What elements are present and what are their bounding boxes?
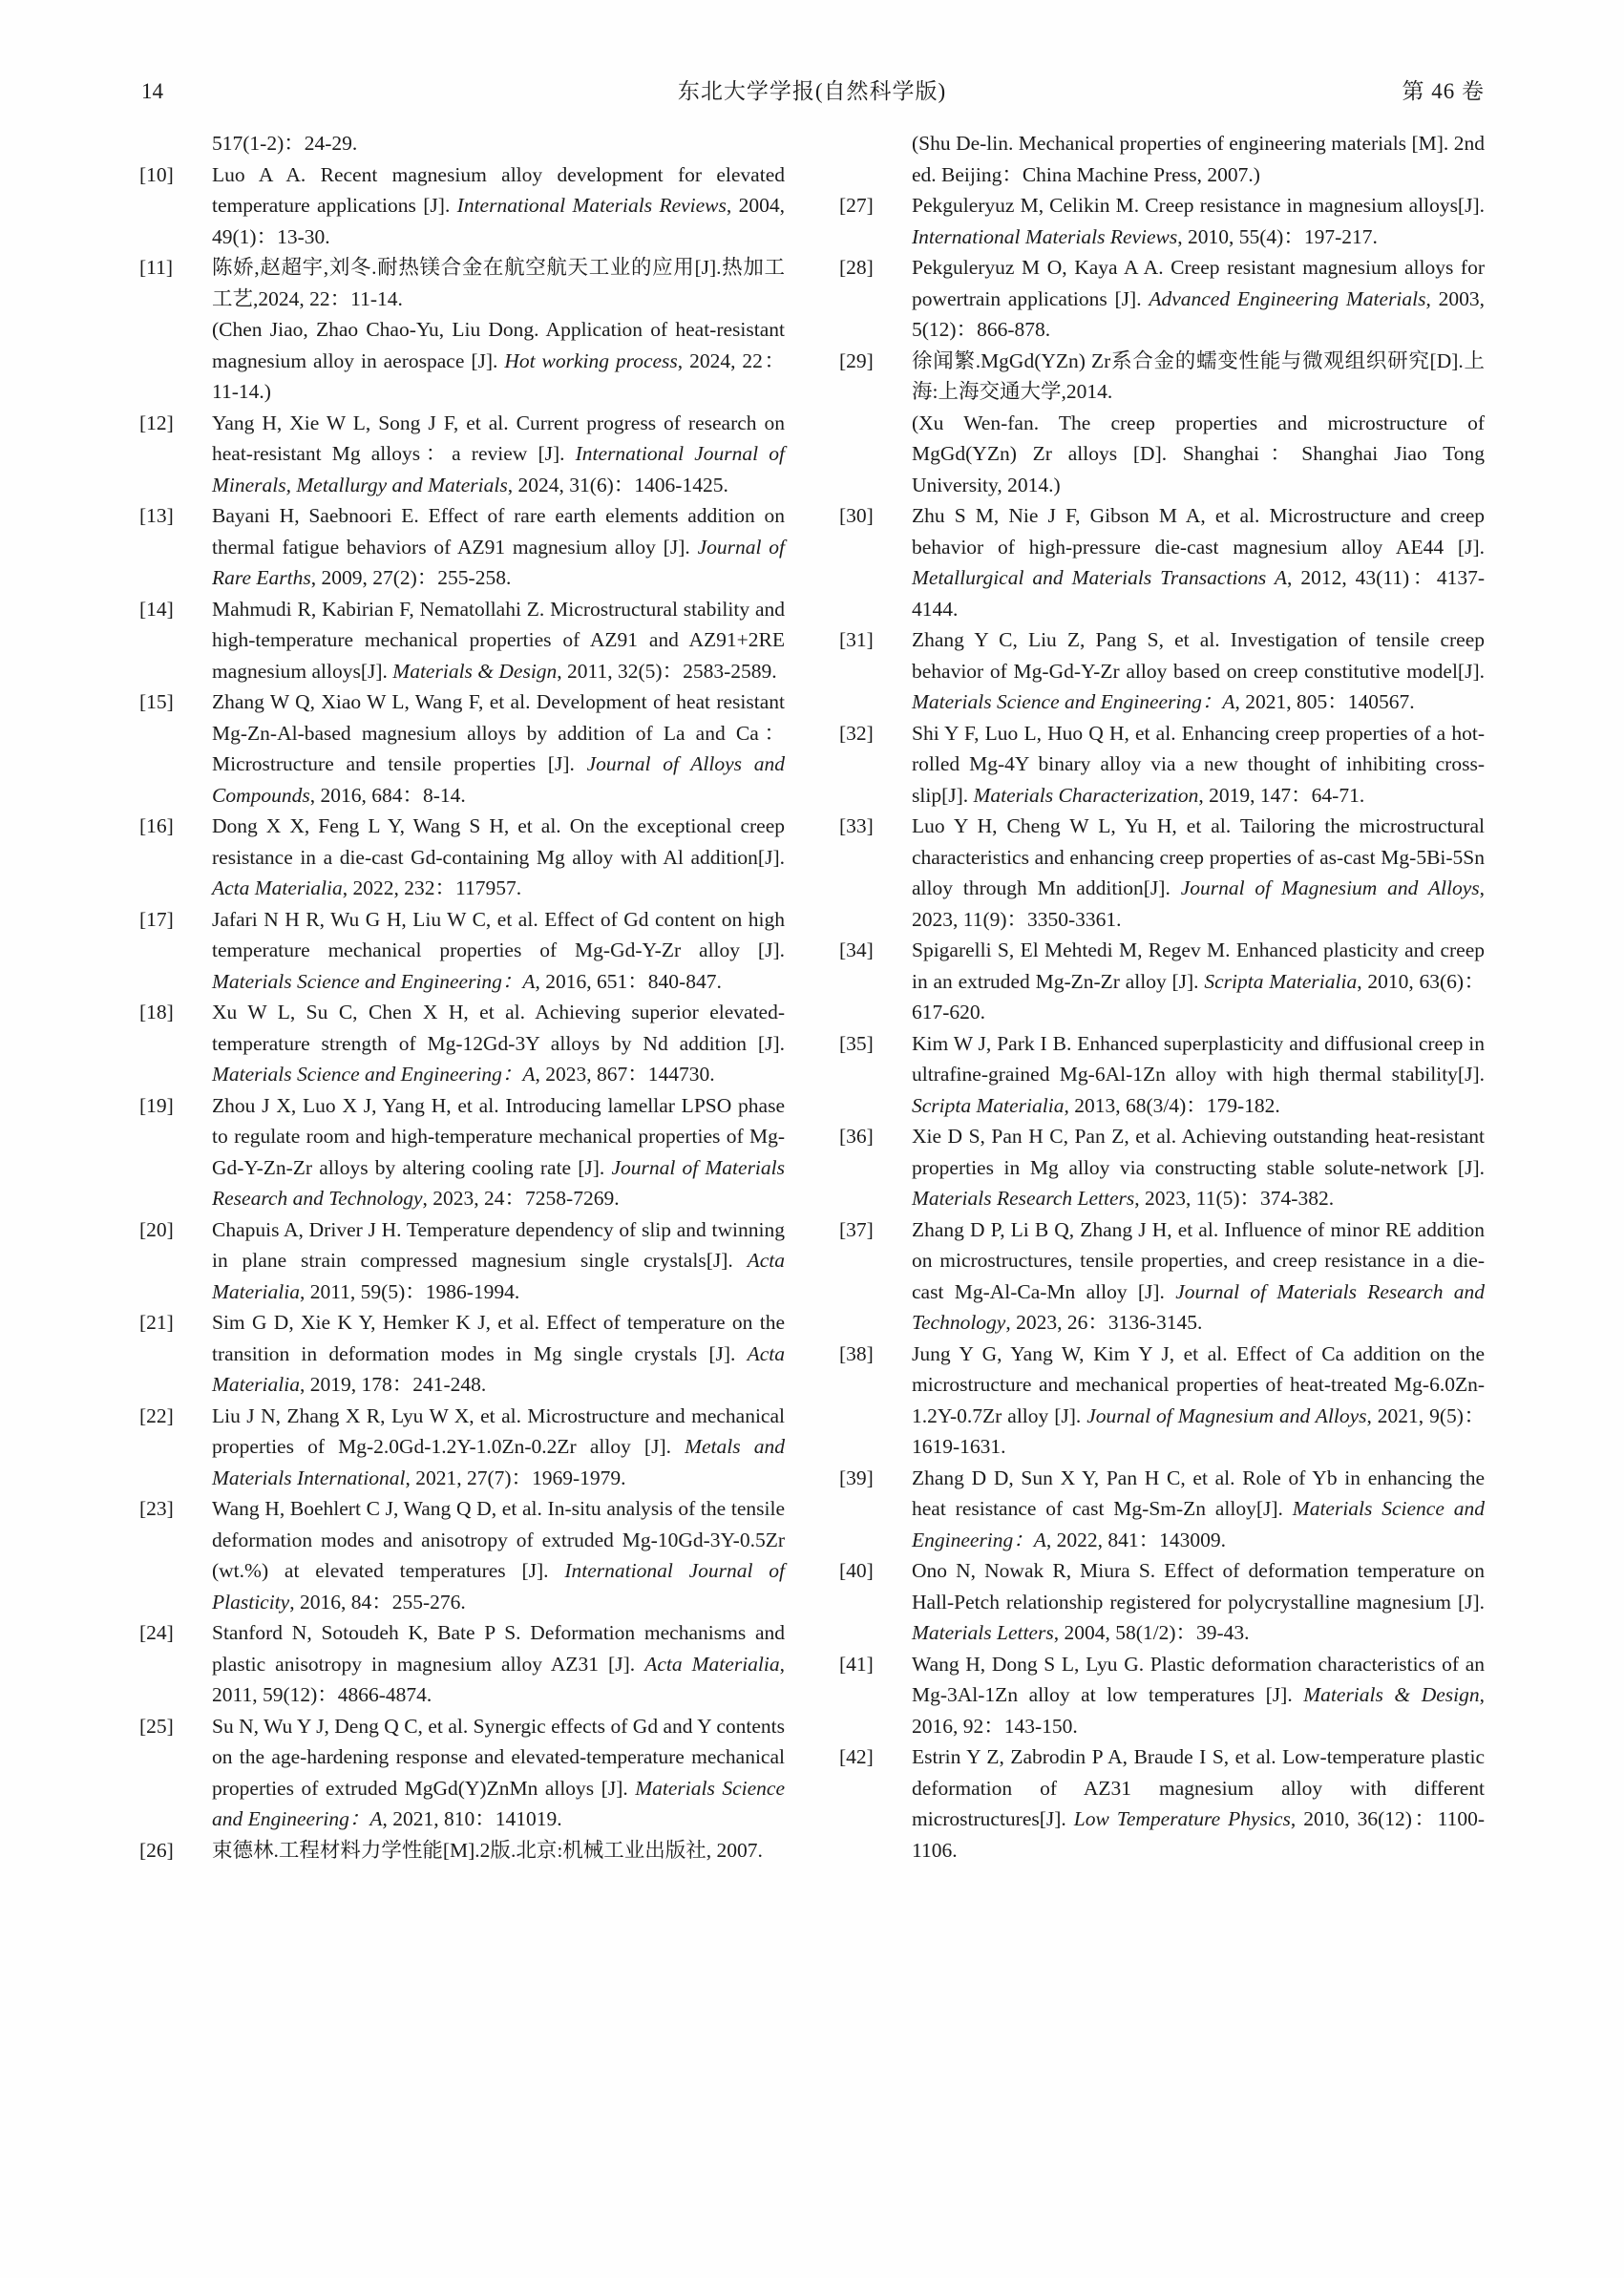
- reference-item: [139, 159, 785, 253]
- reference-item: [839, 128, 1485, 190]
- reference-label: [25]: [139, 1714, 174, 1738]
- reference-text: Stanford N, Sotoudeh K, Bate P S. Deformation mechanisms and plastic anisotropy in magnesium alloy AZ31 [J]. Acta Materialia, 2011, 59(12)：4866-4874.: [212, 1621, 785, 1706]
- page-number: 14: [141, 79, 163, 103]
- reference-text: Bayani H, Saebnoori E. Effect of rare earth elements addition on thermal fatigue behaviors of AZ91 magnesium alloy [J]. Journal of Rare Earths, 2009, 27(2)：255-258.: [212, 504, 786, 589]
- reference-label: [34]: [839, 939, 874, 961]
- reference-label: [12]: [139, 411, 174, 434]
- reference-label: [13]: [139, 504, 174, 527]
- reference-item: [139, 1493, 785, 1617]
- reference-item: [139, 686, 785, 811]
- reference-item: [139, 904, 785, 998]
- reference-label: [17]: [139, 907, 174, 931]
- reference-item: [139, 1617, 785, 1711]
- journal-title: 东北大学学报(自然科学版): [677, 79, 947, 103]
- reference-label: [41]: [839, 1652, 874, 1676]
- reference-text: Zhu S M, Nie J F, Gibson M A, et al. Microstructure and creep behavior of high-pressure die-cast magnesium alloy AE44 [J]. Metallurgical and Materials Transactions A, 2012, 43(11)：4137-4144.: [912, 504, 1485, 621]
- reference-text: 陈娇,赵超宇,刘冬.耐热镁合金在航空航天工业的应用[J].热加工工艺,2024, 22：11-14.: [212, 256, 785, 310]
- reference-item: [839, 252, 1485, 346]
- reference-item: [839, 1214, 1485, 1339]
- reference-text: 束德林.工程材料力学性能[M].2版.北京:机械工业出版社, 2007.: [212, 1838, 763, 1862]
- reference-label: [32]: [839, 721, 874, 745]
- reference-item: [839, 1555, 1485, 1649]
- reference-item: [839, 1028, 1485, 1122]
- reference-item: [139, 1214, 785, 1308]
- reference-item: [839, 935, 1485, 1028]
- reference-item: [839, 624, 1485, 718]
- reference-text: (Shu De-lin. Mechanical properties of engineering materials [M]. 2nd ed. Beijing：China Machine Press, 2007.): [912, 132, 1485, 186]
- reference-text: Mahmudi R, Kabirian F, Nematollahi Z. Microstructural stability and high-temperature mechanical properties of AZ91 and AZ91+2RE magnesium alloys[J]. Materials & Design, 2011, 32(5)：2583-2589.: [212, 597, 785, 683]
- reference-text: Jafari N H R, Wu G H, Liu W C, et al. Effect of Gd content on high temperature mechanical properties of Mg-Gd-Y-Zr alloy [J]. Materials Science and Engineering：A, 2016, 651：840-847.: [212, 907, 785, 993]
- reference-item: [839, 1339, 1485, 1463]
- reference-text: (Xu Wen-fan. The creep properties and microstructure of MgGd(YZn) Zr alloys [D]. Shanghai：Shanghai Jiao Tong University, 2014.): [912, 411, 1485, 496]
- reference-label: [29]: [839, 348, 874, 372]
- reference-label: [31]: [839, 628, 874, 651]
- reference-text: Kim W J, Park I B. Enhanced superplasticity and diffusional creep in ultrafine-grained Mg-6Al-1Zn alloy with high thermal stability[J]. Scripta Materialia, 2013, 68(3/4)：179-182.: [912, 1031, 1485, 1117]
- reference-item: [139, 1090, 785, 1214]
- reference-item: [139, 594, 785, 687]
- reference-label: [23]: [139, 1497, 174, 1520]
- reference-text: Su N, Wu Y J, Deng Q C, et al. Synergic effects of Gd and Y contents on the age-hardening response and elevated-temperature mechanical properties of extruded MgGd(Y)ZnMn alloys [J]. Materials Science and Engineering：A, 2021, 810：141019.: [212, 1714, 785, 1830]
- reference-item: [139, 128, 785, 159]
- reference-item: [139, 408, 785, 501]
- reference-label: [22]: [139, 1403, 174, 1427]
- references-left-column: [139, 128, 785, 1866]
- reference-label: [24]: [139, 1621, 174, 1644]
- reference-label: [38]: [839, 1341, 874, 1365]
- reference-item: [839, 811, 1485, 935]
- reference-label: [14]: [139, 597, 174, 621]
- reference-text: Luo Y H, Cheng W L, Yu H, et al. Tailoring the microstructural characteristics and enhancing creep properties of as-cast Mg-5Bi-5Sn alloy through Mn addition[J]. Journal of Magnesium and Alloys, 2023, 11(9)：3350-3361.: [912, 814, 1486, 931]
- reference-text: Liu J N, Zhang X R, Lyu W X, et al. Microstructure and mechanical properties of Mg-2.0Gd-1.2Y-1.0Zn-0.2Zr alloy [J]. Metals and Materials International, 2021, 27(7)：1969-1979.: [212, 1403, 785, 1489]
- reference-item: [139, 1307, 785, 1401]
- reference-item: [139, 252, 785, 408]
- reference-text: Yang H, Xie W L, Song J F, et al. Current progress of research on heat-resistant Mg alloys：a review [J]. International Journal of Minerals, Metallurgy and Materials, 2024, 31(6)：1406-1425.: [212, 411, 785, 496]
- reference-text: Chapuis A, Driver J H. Temperature dependency of slip and twinning in plane strain compressed magnesium single crystals[J]. Acta Materialia, 2011, 59(5)：1986-1994.: [212, 1217, 785, 1303]
- reference-label: [16]: [139, 814, 174, 837]
- reference-text: Zhou J X, Luo X J, Yang H, et al. Introducing lamellar LPSO phase to regulate room and high-temperature mechanical properties of Mg-Gd-Y-Zn-Zr alloys by altering cooling rate [J]. Journal of Materials Research and Technology, 2023, 24：7258-7269.: [212, 1093, 785, 1210]
- reference-text: Xie D S, Pan H C, Pan Z, et al. Achieving outstanding heat-resistant properties in Mg alloy via constructing stable solute-network [J]. Materials Research Letters, 2023, 11(5)：374-382.: [912, 1125, 1485, 1210]
- page-header: [139, 74, 1485, 109]
- reference-item: [139, 500, 785, 594]
- reference-text: Xu W L, Su C, Chen X H, et al. Achieving superior elevated-temperature strength of Mg-12Gd-3Y alloys by Nd addition [J]. Materials Science and Engineering：A, 2023, 867：144730.: [212, 1001, 785, 1086]
- reference-text: Sim G D, Xie K Y, Hemker K J, et al. Effect of temperature on the transition in deformation modes in Mg single crystals [J]. Acta Materialia, 2019, 178：241-248.: [212, 1311, 785, 1396]
- reference-text: Zhang W Q, Xiao W L, Wang F, et al. Development of heat resistant Mg-Zn-Al-based magnesium alloys by addition of La and Ca：Microstructure and tensile properties [J]. Journal of Alloys and Compounds, 2016, 684：8-14.: [212, 690, 785, 807]
- reference-label: [15]: [139, 690, 174, 713]
- reference-item: [139, 811, 785, 904]
- reference-label: [30]: [839, 504, 874, 527]
- reference-item: [139, 1835, 785, 1867]
- reference-label: [40]: [839, 1559, 874, 1582]
- reference-label: [19]: [139, 1093, 174, 1117]
- reference-text: 徐闻繁.MgGd(YZn) Zr系合金的蠕变性能与微观组织研究[D].上海:上海交通大学,2014.: [912, 348, 1485, 403]
- reference-item: [839, 718, 1485, 812]
- reference-text: Zhang D D, Sun X Y, Pan H C, et al. Role of Yb in enhancing the heat resistance of cast Mg-Sm-Zn alloy[J]. Materials Science and Engineering：A, 2022, 841：143009.: [912, 1466, 1485, 1551]
- reference-label: [33]: [839, 814, 874, 837]
- reference-item: [139, 1711, 785, 1835]
- reference-text: Estrin Y Z, Zabrodin P A, Braude I S, et al. Low-temperature plastic deformation of AZ31 magnesium alloy with different microstructures[J]. Low Temperature Physics, 2010, 36(12)：1100-1106.: [912, 1745, 1486, 1862]
- references-section: [139, 128, 1485, 1866]
- reference-item: [139, 997, 785, 1090]
- reference-item: [839, 1121, 1485, 1214]
- reference-text: Spigarelli S, El Mehtedi M, Regev M. Enhanced plasticity and creep in an extruded Mg-Zn-Zr alloy [J]. Scripta Materialia, 2010, 63(6)：617-620.: [912, 939, 1485, 1023]
- reference-label: [36]: [839, 1125, 874, 1148]
- reference-label: [37]: [839, 1217, 874, 1241]
- reference-text: (Chen Jiao, Zhao Chao-Yu, Liu Dong. Application of heat-resistant magnesium alloy in aerospace [J]. Hot working process, 2024, 22：11-14.): [212, 318, 785, 403]
- reference-label: [35]: [839, 1031, 874, 1055]
- reference-item: [839, 190, 1485, 252]
- reference-label: [18]: [139, 1001, 174, 1023]
- reference-text: Wang H, Boehlert C J, Wang Q D, et al. In-situ analysis of the tensile deformation modes and anisotropy of extruded Mg-10Gd-3Y-0.5Zr (wt.%) at elevated temperatures [J]. International Journal of Plasticity, 2016, 84：255-276.: [212, 1497, 785, 1614]
- references-right-column: [839, 128, 1485, 1866]
- reference-label: [10]: [139, 162, 174, 186]
- reference-item: [839, 1741, 1485, 1866]
- volume-label: 第 46 卷: [1402, 79, 1485, 103]
- reference-text: Zhang Y C, Liu Z, Pang S, et al. Investigation of tensile creep behavior of Mg-Gd-Y-Zr alloy based on creep constitutive model[J]. Materials Science and Engineering：A, 2021, 805：140567.: [912, 628, 1485, 713]
- reference-text: Pekguleryuz M O, Kaya A A. Creep resistant magnesium alloys for powertrain applications [J]. Advanced Engineering Materials, 2003, 5(12)：866-878.: [912, 256, 1486, 341]
- reference-text: Pekguleryuz M, Celikin M. Creep resistance in magnesium alloys[J]. International Materials Reviews, 2010, 55(4)：197-217.: [912, 194, 1485, 248]
- reference-text: Dong X X, Feng L Y, Wang S H, et al. On the exceptional creep resistance in a die-cast Gd-containing Mg alloy with Al addition[J]. Acta Materialia, 2022, 232：117957.: [212, 814, 785, 899]
- reference-text: Wang H, Dong S L, Lyu G. Plastic deformation characteristics of an Mg-3Al-1Zn alloy at low temperatures [J]. Materials & Design, 2016, 92：143-150.: [912, 1652, 1485, 1738]
- reference-label: [28]: [839, 256, 874, 279]
- reference-label: [26]: [139, 1838, 174, 1862]
- reference-text: 517(1-2)：24-29.: [212, 132, 358, 155]
- reference-label: [21]: [139, 1311, 174, 1334]
- reference-label: [27]: [839, 194, 874, 217]
- reference-item: [839, 500, 1485, 624]
- reference-item: [839, 1649, 1485, 1742]
- reference-text: Ono N, Nowak R, Miura S. Effect of deformation temperature on Hall-Petch relationship registered for polycrystalline magnesium [J]. Materials Letters, 2004, 58(1/2)：39-43.: [912, 1559, 1485, 1644]
- reference-text: Zhang D P, Li B Q, Zhang J H, et al. Influence of minor RE addition on microstructures, tensile properties, and creep resistance in a die-cast Mg-Al-Ca-Mn alloy [J]. Journal of Materials Research and Technology, 2023, 26：3136-3145.: [912, 1217, 1485, 1334]
- reference-label: [20]: [139, 1217, 174, 1241]
- reference-text: Shi Y F, Luo L, Huo Q H, et al. Enhancing creep properties of a hot-rolled Mg-4Y binary alloy via a new thought of inhibiting cross-slip[J]. Materials Characterization, 2019, 147：64-71.: [912, 721, 1485, 807]
- reference-item: [839, 1463, 1485, 1556]
- reference-item: [139, 1401, 785, 1494]
- reference-label: [42]: [839, 1745, 874, 1768]
- reference-text: Jung Y G, Yang W, Kim Y J, et al. Effect of Ca addition on the microstructure and mechanical properties of heat-treated Mg-6.0Zn-1.2Y-0.7Zr alloy [J]. Journal of Magnesium and Alloys, 2021, 9(5)：1619-1631.: [912, 1341, 1486, 1458]
- reference-text: Luo A A. Recent magnesium alloy development for elevated temperature applications [J]. International Materials Reviews, 2004, 49(1)：13-30.: [212, 162, 785, 248]
- reference-item: [839, 346, 1485, 501]
- reference-label: [11]: [139, 256, 174, 279]
- reference-label: [39]: [839, 1466, 874, 1489]
